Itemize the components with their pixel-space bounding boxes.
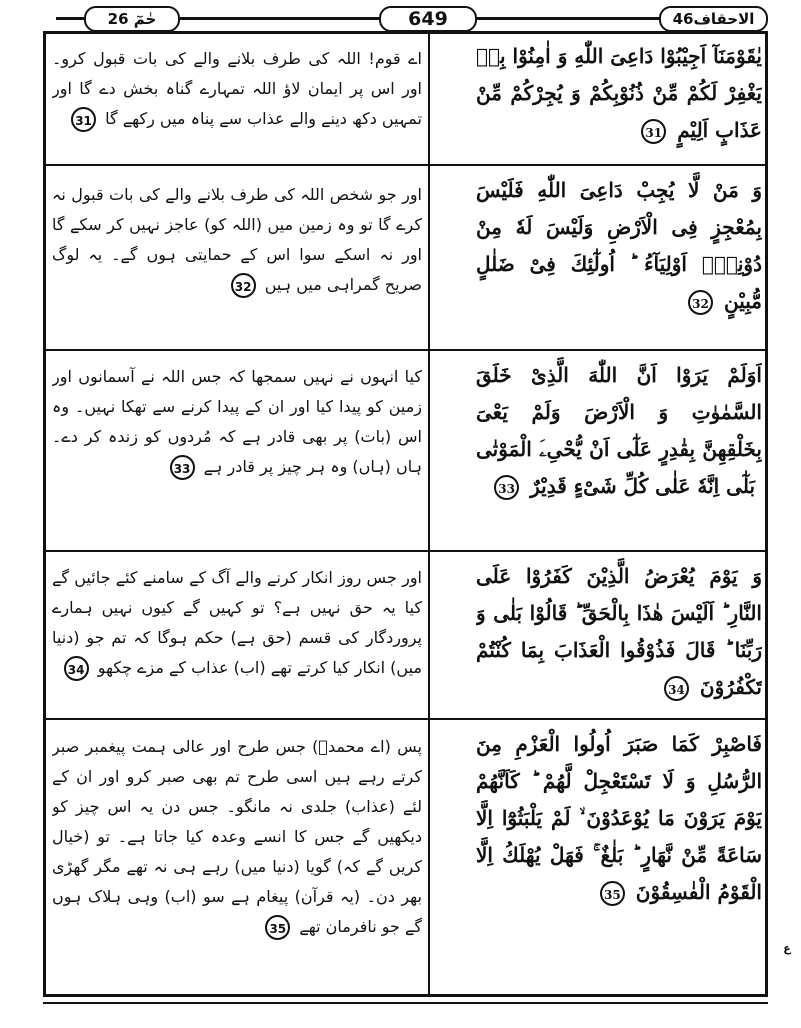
verse-35-urdu <box>52 732 422 992</box>
verse-31-urdu <box>52 44 422 162</box>
verse-number: 33 <box>494 475 519 500</box>
verse-separator <box>43 550 768 552</box>
bottom-rule <box>43 1002 768 1004</box>
urdu-translation: کیا انہوں نے نہیں سمجھا کہ جس اللہ نے آسمانوں اور زمین کو پیدا کیا اور ان کے پیدا کرنے سے تھکا نہیں۔ وہ اس (بات) پر بھی قادر ہے کہ مُردوں کو زندہ کر دے۔ ہاں (ہاں) وہ ہر چیز پر قادر ہے <box>52 367 422 476</box>
surah-label: الاحقاف46 <box>659 6 768 32</box>
verse-33-arabic <box>476 357 762 548</box>
verse-number: 34 <box>664 676 689 701</box>
verse-number: 34 <box>64 656 89 681</box>
column-divider <box>428 31 430 997</box>
verse-number: 31 <box>71 107 96 132</box>
arabic-text: وَ مَنْ لَّا يُجِبْ دَاعِىَ اللّٰهِ فَلَيْسَ بِمُعْجِزٍ فِى الْاَرْضِ وَلَيْسَ لَهٗ مِنْ دُوْنِهٖٓ اَوْلِيَآءُ ؕ اُولٰٓئِكَ فِىْ ضَلٰلٍ مُّبِيْنٍ <box>476 178 762 313</box>
verse-separator <box>43 349 768 351</box>
page-header <box>56 4 768 32</box>
para-label: حٰمٓ 26 <box>84 6 180 32</box>
verse-35-arabic <box>476 726 762 992</box>
verse-number: 33 <box>170 455 195 480</box>
ruku-margin-mark: ع <box>783 942 791 955</box>
arabic-text: يٰقَوْمَنَآ اَجِيْبُوْا دَاعِىَ اللّٰهِ وَ اٰمِنُوْا بِهٖ يَغْفِرْ لَكُمْ مِّنْ ذُنُوْبِكُمْ وَ يُجِرْكُمْ مِّنْ عَذَابٍ اَلِيْمٍ <box>476 44 762 142</box>
urdu-translation: اے قوم! اللہ کی طرف بلانے والے کی بات قبول کرو۔ اور اس پر ایمان لاؤ اللہ تمہارے گناہ بخش دے گا اور تمہیں دکھ دینے والے عذاب سے پناہ میں رکھے گا <box>52 49 422 128</box>
verse-33-urdu <box>52 362 422 548</box>
verse-separator <box>43 718 768 720</box>
arabic-text: اَوَلَمْ يَرَوْا اَنَّ اللّٰهَ الَّذِىْ خَلَقَ السَّمٰوٰتِ وَ الْاَرْضَ وَلَمْ يَعْىَ بِخَلْقِهِنَّ بِقٰدِرٍ عَلٰٓى اَنْ يُّحْىِۦَ الْمَوْتٰى ؕ بَلٰٓى اِنَّهٗ عَلٰى كُلِّ شَىْءٍ قَدِيْرٌ <box>476 363 762 498</box>
urdu-translation: اور جو شخص اللہ کی طرف بلانے والے کی بات قبول نہ کرے گا تو وہ زمین میں (اللہ کو) عاجز نہیں کر سکے گا اور نہ اسکے سوا اس کے حمایتی ہوں گے۔ یہ لوگ صریح گمراہی میں ہیں <box>52 185 422 294</box>
verse-separator <box>43 164 768 166</box>
verse-31-arabic <box>476 38 762 162</box>
verse-number: 32 <box>688 290 713 315</box>
verse-34-arabic <box>476 558 762 716</box>
verse-32-arabic <box>476 172 762 347</box>
verse-number: 35 <box>600 881 625 906</box>
urdu-translation: اور جس روز انکار کرنے والے آگ کے سامنے کئے جائیں گے کیا یہ حق نہیں ہے؟ تو کہیں گے کیوں نہیں ہمارے پروردگار کی قسم (حق ہے) حکم ہوگا کہ تم جو (دنیا میں) انکار کیا کرتے تھے (اب) عذاب کے مزے چکھو <box>52 568 422 677</box>
urdu-translation: پس (اے محمدؐ) جس طرح اور عالی ہمت پیغمبر صبر کرتے رہے ہیں اسی طرح تم بھی صبر کرو اور ان کے لئے (عذاب) جلدی نہ مانگو۔ جس دن یہ اس چیز کو دیکھیں گے جس کا انسے وعدہ کیا جاتا ہے۔ تو (خیال کریں گے کہ) گویا (دنیا میں) رہے ہی نہ تھے مگر گھڑی بھر دن۔ (یہ قرآن) پیغام ہے سو (اب) وہی ہلاک ہوں گے جو نافرمان تھے <box>52 737 422 936</box>
verse-32-urdu <box>52 180 422 347</box>
arabic-text: وَ يَوْمَ يُعْرَضُ الَّذِيْنَ كَفَرُوْا عَلَى النَّارِ ؕ اَلَيْسَ هٰذَا بِالْحَقِّ ؕ قَالُوْا بَلٰى وَ رَبِّنَا ؕ قَالَ فَذُوْقُوا الْعَذَابَ بِمَا كُنْتُمْ تَكْفُرُوْنَ <box>476 564 762 699</box>
verse-number: 32 <box>231 273 256 298</box>
verse-number: 35 <box>265 915 290 940</box>
arabic-text: فَاصْبِرْ كَمَا صَبَرَ اُولُوا الْعَزْمِ مِنَ الرُّسُلِ وَ لَا تَسْتَعْجِلْ لَّهُمْ ؕ كَاَنَّهُمْ يَوْمَ يَرَوْنَ مَا يُوْعَدُوْنَ ۙ لَمْ يَلْبَثُوْٓا اِلَّا سَاعَةً مِّنْ نَّهَارٍ ؕ بَلٰغٌ ۚ فَهَلْ يُهْلَكُ اِلَّا الْقَوْمُ الْفٰسِقُوْنَ <box>476 732 762 904</box>
verse-number: 31 <box>641 119 666 144</box>
page-number: 649 <box>379 6 477 32</box>
verse-34-urdu <box>52 563 422 716</box>
